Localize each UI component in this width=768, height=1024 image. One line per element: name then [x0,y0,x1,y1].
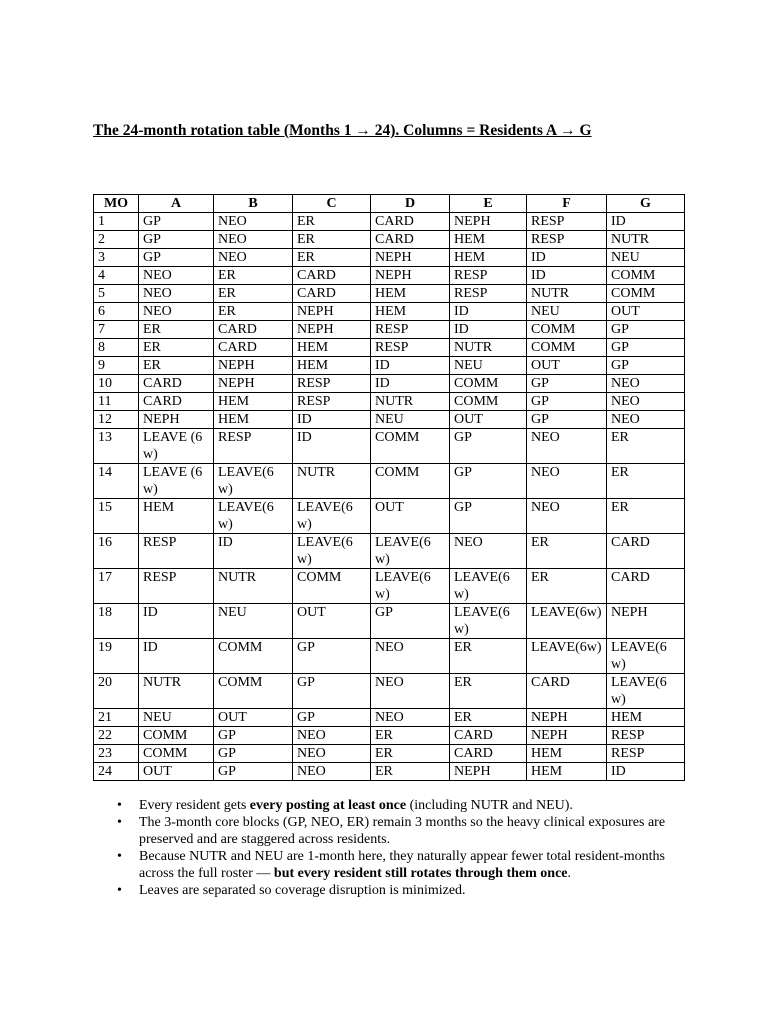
note-bold-text: but every resident still rotates through them once [273,866,568,881]
rotation-cell: ER [214,303,293,321]
rotation-cell: HEM [527,745,607,763]
rotation-cell: OUT [214,709,293,727]
table-body [94,213,685,781]
rotation-cell: OUT [607,303,685,321]
rotation-cell: NUTR [214,569,293,604]
rotation-cell: COMM [214,674,293,709]
rotation-cell: NEPH [371,267,450,285]
rotation-cell: OUT [139,763,214,781]
rotation-cell: ID [371,375,450,393]
rotation-cell: COMM [527,321,607,339]
rotation-cell: RESP [214,429,293,464]
note-text: . [567,866,572,881]
rotation-cell: NEPH [371,249,450,267]
rotation-cell: NEO [293,763,371,781]
rotation-cell: CARD [293,285,371,303]
rotation-cell: NEPH [607,604,685,639]
rotation-cell: RESP [450,267,527,285]
rotation-cell: ID [371,357,450,375]
rotation-cell: NEO [527,499,607,534]
rotation-cell: GP [214,745,293,763]
rotation-cell: RESP [527,231,607,249]
list-item [139,797,679,814]
table-row [94,429,685,464]
note-text: Leaves are separated so coverage disruption is minimized. [139,883,466,898]
rotation-cell: HEM [450,249,527,267]
rotation-cell: GP [139,213,214,231]
rotation-cell: OUT [450,411,527,429]
rotation-cell: GP [607,357,685,375]
rotation-cell: ER [139,321,214,339]
rotation-cell: NEPH [527,727,607,745]
rotation-cell: ER [293,213,371,231]
month-cell: 10 [94,375,139,393]
rotation-cell: LEAVE(6w) [450,604,527,639]
column-header: E [450,195,527,213]
rotation-cell: COMM [607,267,685,285]
rotation-cell: GP [527,375,607,393]
month-cell: 22 [94,727,139,745]
rotation-cell: CARD [293,267,371,285]
rotation-cell: GP [527,411,607,429]
rotation-cell: ID [527,267,607,285]
rotation-cell: GP [293,674,371,709]
rotation-cell: LEAVE (6w) [139,429,214,464]
rotation-cell: CARD [450,745,527,763]
table-row [94,303,685,321]
rotation-cell: NEU [214,604,293,639]
table-row [94,249,685,267]
month-cell: 8 [94,339,139,357]
rotation-cell: LEAVE(6w) [371,569,450,604]
list-item [139,882,679,899]
header-row [94,195,685,213]
rotation-cell: NEO [607,393,685,411]
month-cell: 21 [94,709,139,727]
rotation-cell: HEM [450,231,527,249]
note-text: Every resident gets [139,798,250,813]
column-header: G [607,195,685,213]
rotation-cell: ER [214,267,293,285]
rotation-cell: COMM [527,339,607,357]
rotation-cell: CARD [139,375,214,393]
rotation-cell: NEO [139,303,214,321]
rotation-cell: RESP [527,213,607,231]
month-cell: 13 [94,429,139,464]
month-cell: 23 [94,745,139,763]
rotation-cell: RESP [293,393,371,411]
rotation-cell: NEO [371,674,450,709]
rotation-cell: LEAVE(6w) [607,639,685,674]
rotation-cell: OUT [527,357,607,375]
column-header: C [293,195,371,213]
rotation-cell: ER [527,569,607,604]
rotation-cell: ER [293,231,371,249]
rotation-cell: ID [607,213,685,231]
column-header: F [527,195,607,213]
rotation-cell: ER [293,249,371,267]
month-cell: 11 [94,393,139,411]
rotation-cell: NEO [139,285,214,303]
table-row [94,411,685,429]
rotation-cell: NUTR [450,339,527,357]
rotation-cell: CARD [450,727,527,745]
table-header [94,195,685,213]
rotation-cell: LEAVE (6w) [139,464,214,499]
rotation-cell: HEM [139,499,214,534]
rotation-cell: CARD [607,569,685,604]
rotation-cell: NEPH [139,411,214,429]
rotation-cell: LEAVE(6w) [293,499,371,534]
rotation-cell: NEO [214,249,293,267]
note-bold-text: every posting at least once [249,798,407,813]
rotation-cell: ER [607,429,685,464]
note-text: (including NUTR and NEU). [406,798,573,813]
rotation-cell: LEAVE(6w) [293,534,371,569]
rotation-cell: NEPH [527,709,607,727]
rotation-cell: GP [214,727,293,745]
rotation-cell: HEM [371,285,450,303]
table-row [94,339,685,357]
table-row [94,604,685,639]
rotation-cell: GP [527,393,607,411]
rotation-cell: GP [293,639,371,674]
page-title: The 24-month rotation table (Months 1 → 24). Columns = Residents A → G [93,122,592,139]
rotation-cell: NEO [527,464,607,499]
rotation-cell: CARD [214,339,293,357]
rotation-cell: COMM [450,375,527,393]
list-item [139,814,679,848]
table-row [94,321,685,339]
rotation-cell: HEM [214,393,293,411]
rotation-table [93,194,685,781]
column-header: A [139,195,214,213]
rotation-cell: ER [450,709,527,727]
rotation-cell: LEAVE(6w) [371,534,450,569]
rotation-cell: GP [293,709,371,727]
rotation-cell: NEPH [450,763,527,781]
rotation-cell: NEU [450,357,527,375]
rotation-cell: NUTR [607,231,685,249]
notes-list [139,797,679,899]
rotation-cell: NEO [371,639,450,674]
rotation-cell: RESP [293,375,371,393]
rotation-cell: NEU [371,411,450,429]
rotation-cell: ER [607,464,685,499]
month-cell: 16 [94,534,139,569]
rotation-cell: NEO [214,213,293,231]
table-row [94,393,685,411]
month-cell: 3 [94,249,139,267]
rotation-cell: NEPH [293,321,371,339]
rotation-cell: NEPH [214,357,293,375]
rotation-cell: LEAVE(6w) [527,604,607,639]
rotation-cell: NEU [527,303,607,321]
rotation-cell: HEM [293,339,371,357]
rotation-cell: NUTR [371,393,450,411]
rotation-cell: NEO [607,411,685,429]
rotation-cell: GP [607,339,685,357]
rotation-cell: HEM [214,411,293,429]
rotation-cell: COMM [293,569,371,604]
rotation-cell: NEU [139,709,214,727]
rotation-cell: NUTR [139,674,214,709]
month-cell: 17 [94,569,139,604]
month-cell: 4 [94,267,139,285]
table-row [94,464,685,499]
rotation-cell: ER [214,285,293,303]
column-header: B [214,195,293,213]
rotation-cell: RESP [607,745,685,763]
table-row [94,745,685,763]
rotation-cell: COMM [139,727,214,745]
rotation-cell: ER [371,727,450,745]
rotation-cell: CARD [371,213,450,231]
rotation-cell: GP [139,231,214,249]
month-cell: 5 [94,285,139,303]
rotation-cell: NUTR [527,285,607,303]
rotation-cell: NEPH [293,303,371,321]
month-cell: 24 [94,763,139,781]
rotation-cell: RESP [450,285,527,303]
table-row [94,763,685,781]
rotation-cell: RESP [371,321,450,339]
table-row [94,674,685,709]
rotation-cell: GP [450,464,527,499]
rotation-cell: HEM [371,303,450,321]
rotation-cell: COMM [450,393,527,411]
rotation-cell: CARD [371,231,450,249]
rotation-cell: COMM [214,639,293,674]
month-cell: 7 [94,321,139,339]
rotation-cell: ID [139,639,214,674]
rotation-cell: HEM [293,357,371,375]
rotation-cell: NEPH [214,375,293,393]
table-row [94,231,685,249]
table-row [94,267,685,285]
rotation-cell: ER [450,674,527,709]
rotation-cell: RESP [607,727,685,745]
table-row [94,357,685,375]
table-row [94,213,685,231]
rotation-cell: ID [527,249,607,267]
rotation-cell: ID [450,303,527,321]
rotation-cell: OUT [371,499,450,534]
rotation-cell: NEU [607,249,685,267]
rotation-cell: GP [371,604,450,639]
rotation-cell: ID [607,763,685,781]
month-cell: 20 [94,674,139,709]
rotation-cell: RESP [139,534,214,569]
month-cell: 1 [94,213,139,231]
rotation-cell: HEM [607,709,685,727]
rotation-cell: CARD [527,674,607,709]
month-cell: 12 [94,411,139,429]
rotation-cell: NEO [371,709,450,727]
rotation-cell: LEAVE(6w) [527,639,607,674]
rotation-cell: RESP [371,339,450,357]
rotation-cell: NEO [527,429,607,464]
rotation-cell: ER [527,534,607,569]
column-header: D [371,195,450,213]
rotation-cell: GP [139,249,214,267]
rotation-cell: ID [450,321,527,339]
rotation-cell: LEAVE(6w) [607,674,685,709]
rotation-cell: ID [293,411,371,429]
month-cell: 6 [94,303,139,321]
list-item [139,848,679,882]
rotation-cell: NEO [214,231,293,249]
rotation-cell: CARD [214,321,293,339]
rotation-cell: COMM [371,464,450,499]
rotation-cell: NEO [293,745,371,763]
rotation-cell: ER [607,499,685,534]
rotation-cell: NEO [139,267,214,285]
month-cell: 18 [94,604,139,639]
table-row [94,569,685,604]
table-row [94,639,685,674]
month-cell: 9 [94,357,139,375]
month-cell: 19 [94,639,139,674]
rotation-cell: ER [139,357,214,375]
rotation-cell: CARD [139,393,214,411]
rotation-cell: GP [607,321,685,339]
table-row [94,727,685,745]
month-cell: 14 [94,464,139,499]
rotation-cell: GP [214,763,293,781]
rotation-cell: ER [371,745,450,763]
rotation-cell: NEPH [450,213,527,231]
rotation-cell: LEAVE(6w) [450,569,527,604]
rotation-cell: NEO [607,375,685,393]
rotation-cell: NEO [293,727,371,745]
rotation-cell: RESP [139,569,214,604]
rotation-cell: LEAVE(6w) [214,499,293,534]
rotation-cell: COMM [607,285,685,303]
note-text: The 3-month core blocks (GP, NEO, ER) remain 3 months so the heavy clinical exposures are preserved and are staggered across residents. [139,815,666,847]
rotation-cell: CARD [607,534,685,569]
month-cell: 15 [94,499,139,534]
rotation-cell: ID [293,429,371,464]
rotation-cell: COMM [139,745,214,763]
rotation-cell: LEAVE(6w) [214,464,293,499]
rotation-cell: ID [214,534,293,569]
table-row [94,285,685,303]
rotation-cell: HEM [527,763,607,781]
table-row [94,499,685,534]
column-header: MO [94,195,139,213]
rotation-cell: GP [450,499,527,534]
rotation-cell: GP [450,429,527,464]
table-row [94,375,685,393]
rotation-cell: ER [139,339,214,357]
rotation-cell: ER [371,763,450,781]
table-row [94,709,685,727]
month-cell: 2 [94,231,139,249]
rotation-cell: OUT [293,604,371,639]
rotation-cell: COMM [371,429,450,464]
rotation-cell: ER [450,639,527,674]
rotation-cell: ID [139,604,214,639]
note-text: Because NUTR and NEU are 1-month here, they naturally appear fewer total resident-months across the full roster — [139,849,665,881]
table-row [94,534,685,569]
rotation-cell: NUTR [293,464,371,499]
rotation-cell: NEO [450,534,527,569]
